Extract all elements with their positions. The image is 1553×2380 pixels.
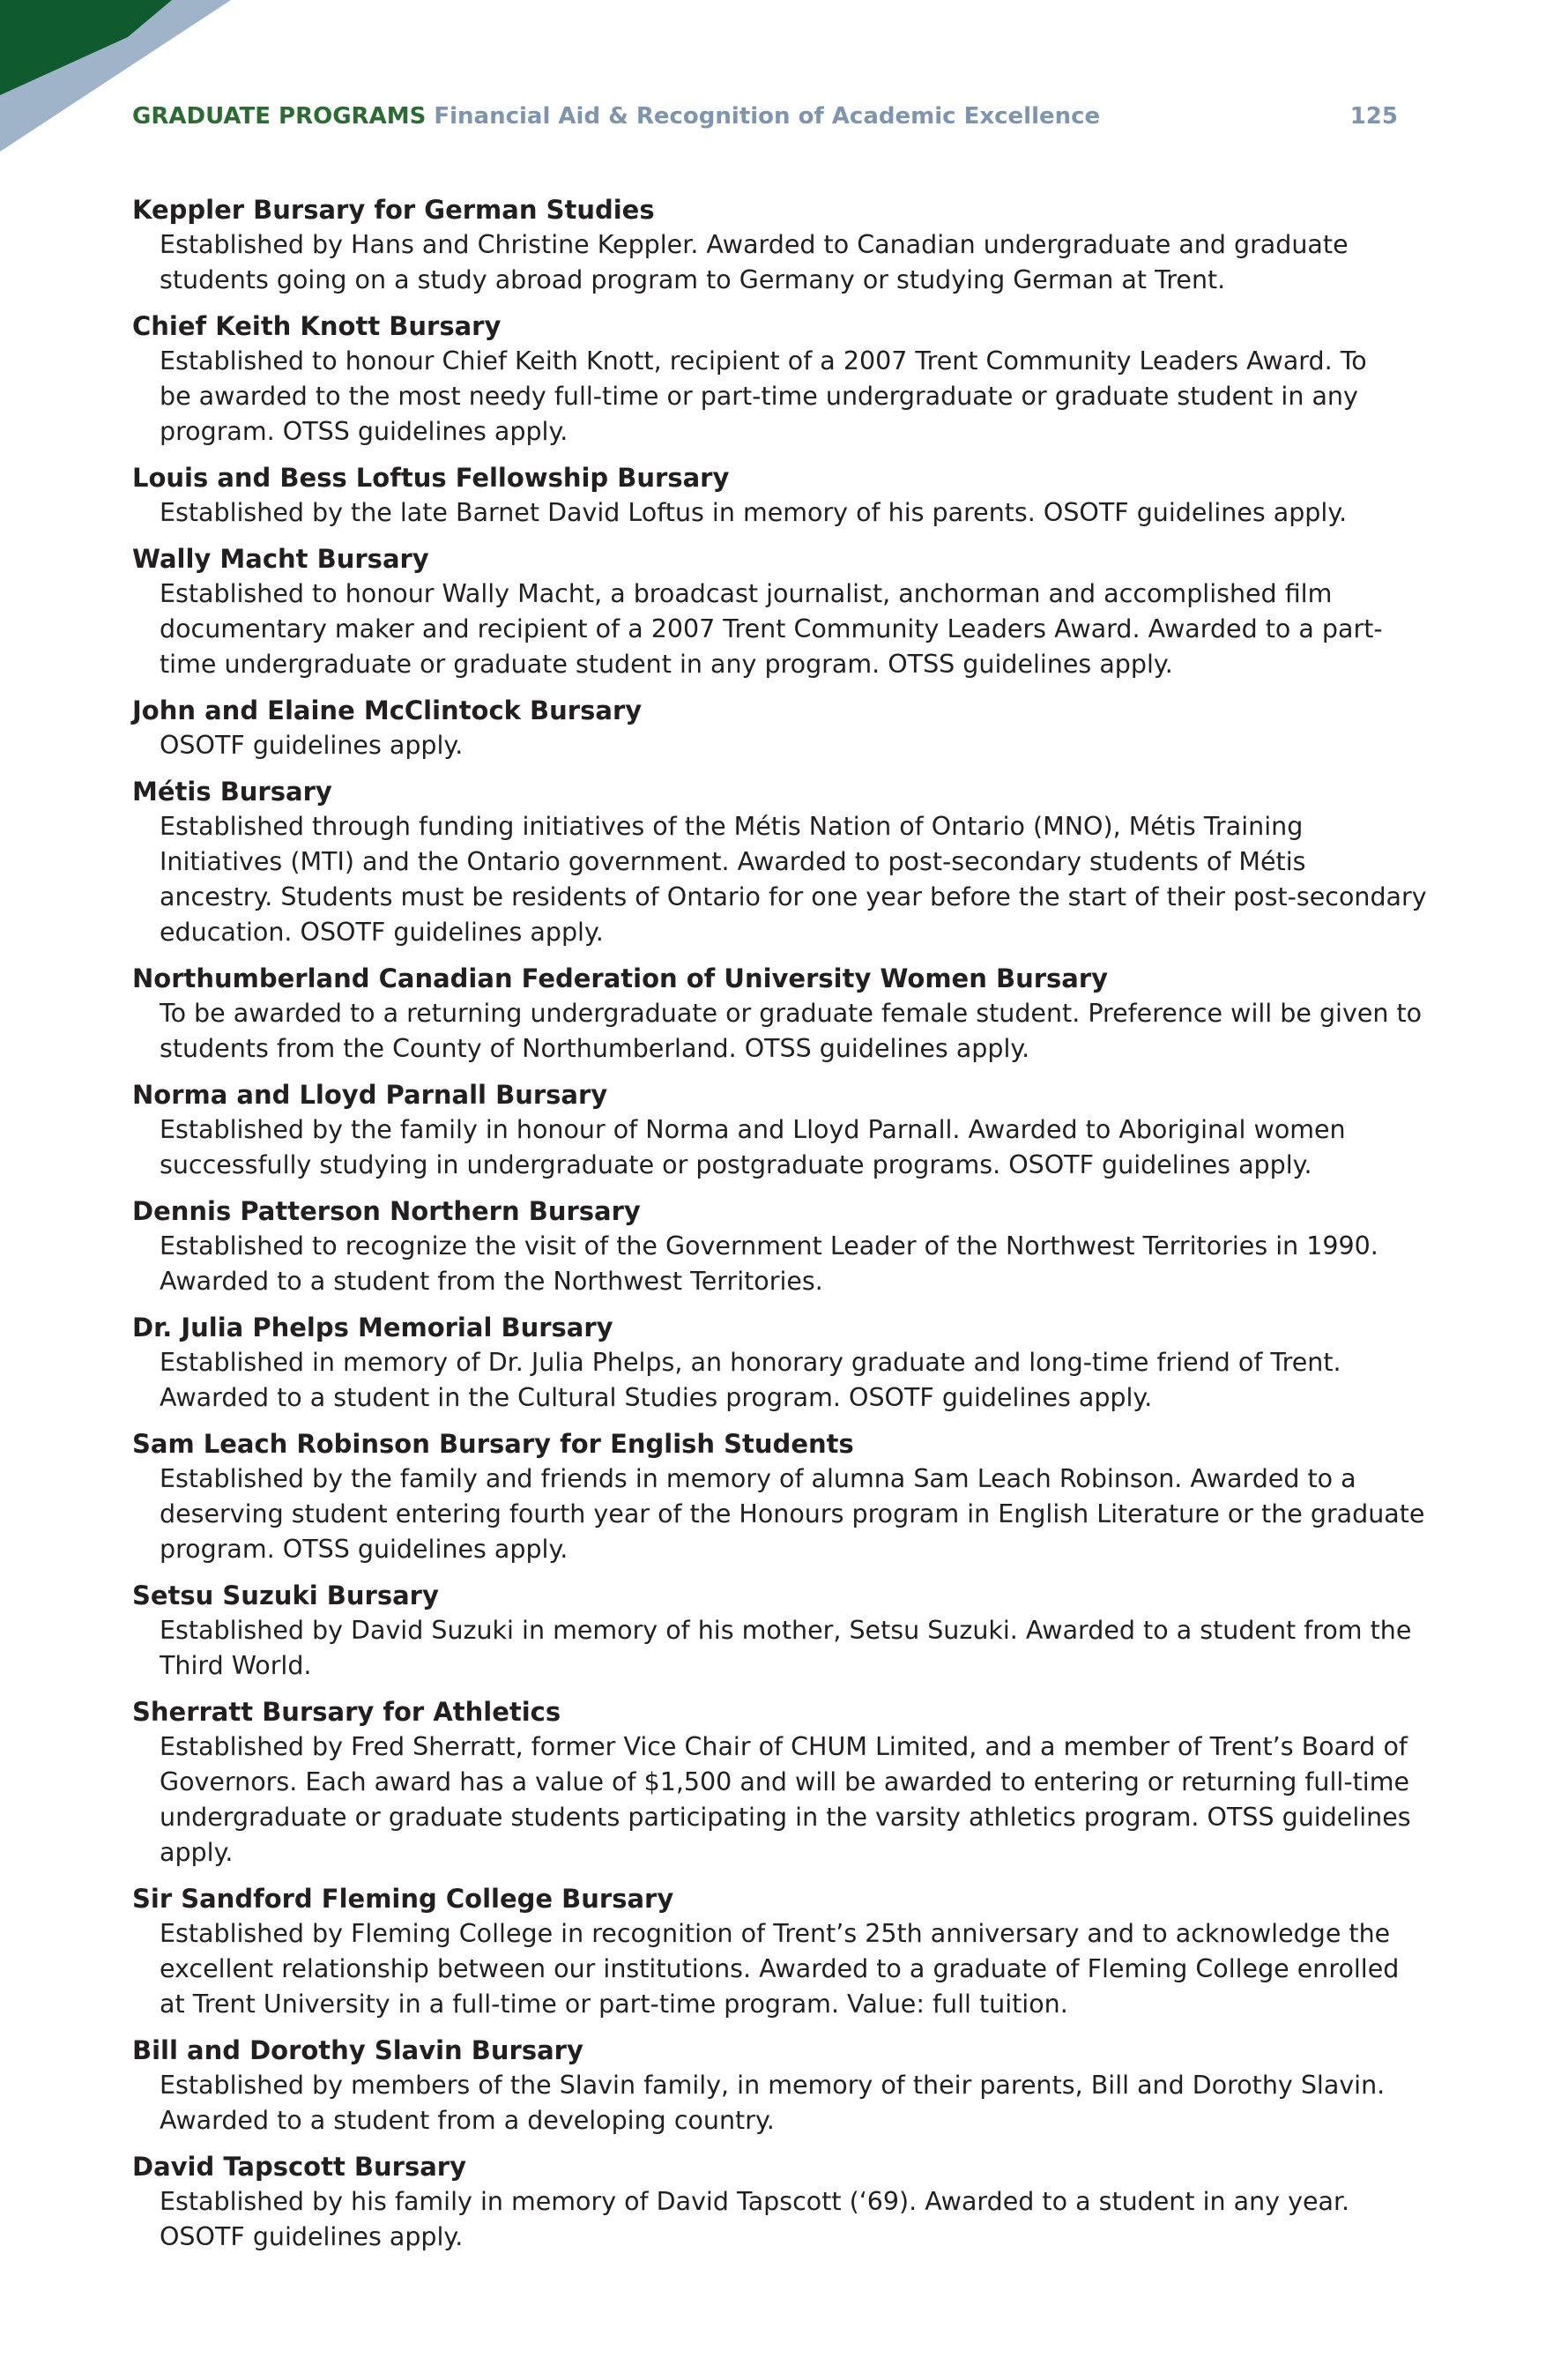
- bursary-title: Chief Keith Knott Bursary: [132, 311, 502, 341]
- description-line: documentary maker and recipient of a 2007 Trent Community Leaders Award. Awarded to a part-: [160, 614, 1383, 643]
- bursary-entry: [132, 774, 1428, 950]
- bursary-title: Louis and Bess Loftus Fellowship Bursary: [132, 463, 730, 493]
- bursary-entry: [132, 309, 1428, 450]
- bursary-entry: [132, 1881, 1428, 2022]
- bursary-entry: [132, 192, 1428, 298]
- bursary-title: John and Elaine McClintock Bursary: [132, 695, 643, 725]
- bursary-title: David Tapscott Bursary: [132, 2152, 466, 2182]
- header-subtitle: Financial Aid & Recognition of Academic Excellence: [434, 103, 1101, 130]
- description-line: Established by the family in honour of Norma and Lloyd Parnall. Awarded to Aboriginal women: [160, 1115, 1346, 1144]
- description-line: Initiatives (MTI) and the Ontario government. Awarded to post-secondary students of Métis: [160, 847, 1306, 876]
- description-line: deserving student entering fourth year of the Honours program in English Literature or the graduate: [160, 1499, 1425, 1528]
- bursary-entry: [132, 460, 1428, 531]
- description-line: be awarded to the most needy full-time or part-time undergraduate or graduate student in any: [160, 382, 1358, 411]
- description-line: Established to honour Wally Macht, a broadcast journalist, anchorman and accomplished film: [160, 579, 1333, 608]
- description-line: Established by Fred Sherratt, former Vice Chair of CHUM Limited, and a member of Trent’s Board of: [160, 1732, 1408, 1761]
- bursary-description: [132, 495, 1428, 531]
- description-line: program. OTSS guidelines apply.: [160, 417, 568, 446]
- description-line: Established by the late Barnet David Loftus in memory of his parents. OSOTF guidelines apply.: [160, 498, 1348, 527]
- description-line: apply.: [160, 1838, 234, 1867]
- bursary-description: [132, 1916, 1428, 2022]
- bursary-description: [132, 996, 1428, 1067]
- description-line: Established by David Suzuki in memory of his mother, Setsu Suzuki. Awarded to a student from the: [160, 1616, 1412, 1645]
- description-line: Established through funding initiatives of the Métis Nation of Ontario (MNO), Métis Training: [160, 812, 1304, 841]
- bursary-title: Dr. Julia Phelps Memorial Bursary: [132, 1313, 613, 1342]
- description-line: time undergraduate or graduate student in any program. OTSS guidelines apply.: [160, 650, 1173, 679]
- description-line: successfully studying in undergraduate or postgraduate programs. OSOTF guidelines apply.: [160, 1150, 1312, 1179]
- bursary-description: [132, 227, 1428, 298]
- bursary-title: Northumberland Canadian Federation of University Women Bursary: [132, 963, 1109, 993]
- bursary-description: [132, 809, 1428, 950]
- bursary-entry: [132, 2149, 1428, 2255]
- description-line: Awarded to a student from the Northwest Territories.: [160, 1267, 823, 1296]
- description-line: students going on a study abroad program to Germany or studying German at Trent.: [160, 265, 1226, 294]
- bursary-description: [132, 1461, 1428, 1567]
- bursary-entry: [132, 1694, 1428, 1871]
- description-line: OSOTF guidelines apply.: [160, 731, 464, 760]
- bursary-entry: [132, 1077, 1428, 1183]
- description-line: Established by the family and friends in memory of alumna Sam Leach Robinson. Awarded to a: [160, 1464, 1356, 1493]
- bursary-title: Keppler Bursary for German Studies: [132, 195, 655, 225]
- description-line: undergraduate or graduate students participating in the varsity athletics program. OTSS guidelines: [160, 1803, 1411, 1832]
- bursary-title: Wally Macht Bursary: [132, 544, 429, 574]
- description-line: Third World.: [160, 1651, 312, 1680]
- bursary-title: Sherratt Bursary for Athletics: [132, 1697, 561, 1727]
- page-number: 125: [1349, 103, 1398, 130]
- description-line: excellent relationship between our institutions. Awarded to a graduate of Fleming College enrolled: [160, 1954, 1400, 1983]
- bursary-title: Setsu Suzuki Bursary: [132, 1580, 439, 1610]
- bursary-description: [132, 1729, 1428, 1871]
- bursary-entry: [132, 1310, 1428, 1416]
- description-line: Established by Fleming College in recognition of Trent’s 25th anniversary and to acknowledge the: [160, 1919, 1391, 1948]
- bursary-title: Métis Bursary: [132, 777, 332, 807]
- description-line: Awarded to a student in the Cultural Studies program. OSOTF guidelines apply.: [160, 1383, 1153, 1412]
- bursary-description: [132, 1229, 1428, 1299]
- bursary-entry: [132, 1426, 1428, 1567]
- description-line: Governors. Each award has a value of $1,500 and will be awarded to entering or returning full-time: [160, 1767, 1410, 1796]
- bursary-title: Sam Leach Robinson Bursary for English Students: [132, 1429, 854, 1459]
- bursary-entry: [132, 1194, 1428, 1299]
- bursary-entry: [132, 961, 1428, 1067]
- bursary-title: Sir Sandford Fleming College Bursary: [132, 1884, 674, 1914]
- description-line: students from the County of Northumberland. OTSS guidelines apply.: [160, 1034, 1030, 1063]
- bursary-entry: [132, 2033, 1428, 2138]
- description-line: Established in memory of Dr. Julia Phelps, an honorary graduate and long-time friend of Trent.: [160, 1348, 1341, 1377]
- bursary-description: [132, 1112, 1428, 1183]
- description-line: OSOTF guidelines apply.: [160, 2222, 464, 2251]
- bursary-title: Norma and Lloyd Parnall Bursary: [132, 1080, 608, 1110]
- description-line: education. OSOTF guidelines apply.: [160, 918, 604, 947]
- bursary-description: [132, 728, 1428, 763]
- bursary-entry: [132, 693, 1428, 763]
- description-line: Established by his family in memory of David Tapscott (‘69). Awarded to a student in any year.: [160, 2187, 1350, 2216]
- bursary-list: [132, 192, 1428, 2265]
- bursary-entry: [132, 541, 1428, 682]
- description-line: Established to honour Chief Keith Knott, recipient of a 2007 Trent Community Leaders Award. To: [160, 346, 1367, 376]
- corner-decoration: [0, 0, 264, 176]
- bursary-entry: [132, 1578, 1428, 1684]
- bursary-title: Bill and Dorothy Slavin Bursary: [132, 2035, 583, 2065]
- bursary-description: [132, 1613, 1428, 1684]
- description-line: at Trent University in a full-time or part-time program. Value: full tuition.: [160, 1990, 1068, 2019]
- description-line: Established by Hans and Christine Keppler. Awarded to Canadian undergraduate and graduate: [160, 230, 1349, 259]
- description-line: Established to recognize the visit of the Government Leader of the Northwest Territories in 1990.: [160, 1231, 1378, 1261]
- description-line: ancestry. Students must be residents of Ontario for one year before the start of their post-secondary: [160, 882, 1427, 911]
- bursary-description: [132, 344, 1428, 450]
- bursary-description: [132, 2184, 1428, 2255]
- description-line: Established by members of the Slavin family, in memory of their parents, Bill and Dorothy Slavin.: [160, 2071, 1386, 2100]
- description-line: To be awarded to a returning undergraduate or graduate female student. Preference will be given to: [160, 999, 1423, 1028]
- page-header: [132, 99, 1398, 134]
- description-line: program. OTSS guidelines apply.: [160, 1535, 568, 1564]
- bursary-description: [132, 2068, 1428, 2138]
- bursary-title: Dennis Patterson Northern Bursary: [132, 1196, 641, 1226]
- header-section-title: GRADUATE PROGRAMS: [132, 103, 427, 130]
- description-line: Awarded to a student from a developing country.: [160, 2106, 775, 2135]
- bursary-description: [132, 1345, 1428, 1416]
- bursary-description: [132, 576, 1428, 682]
